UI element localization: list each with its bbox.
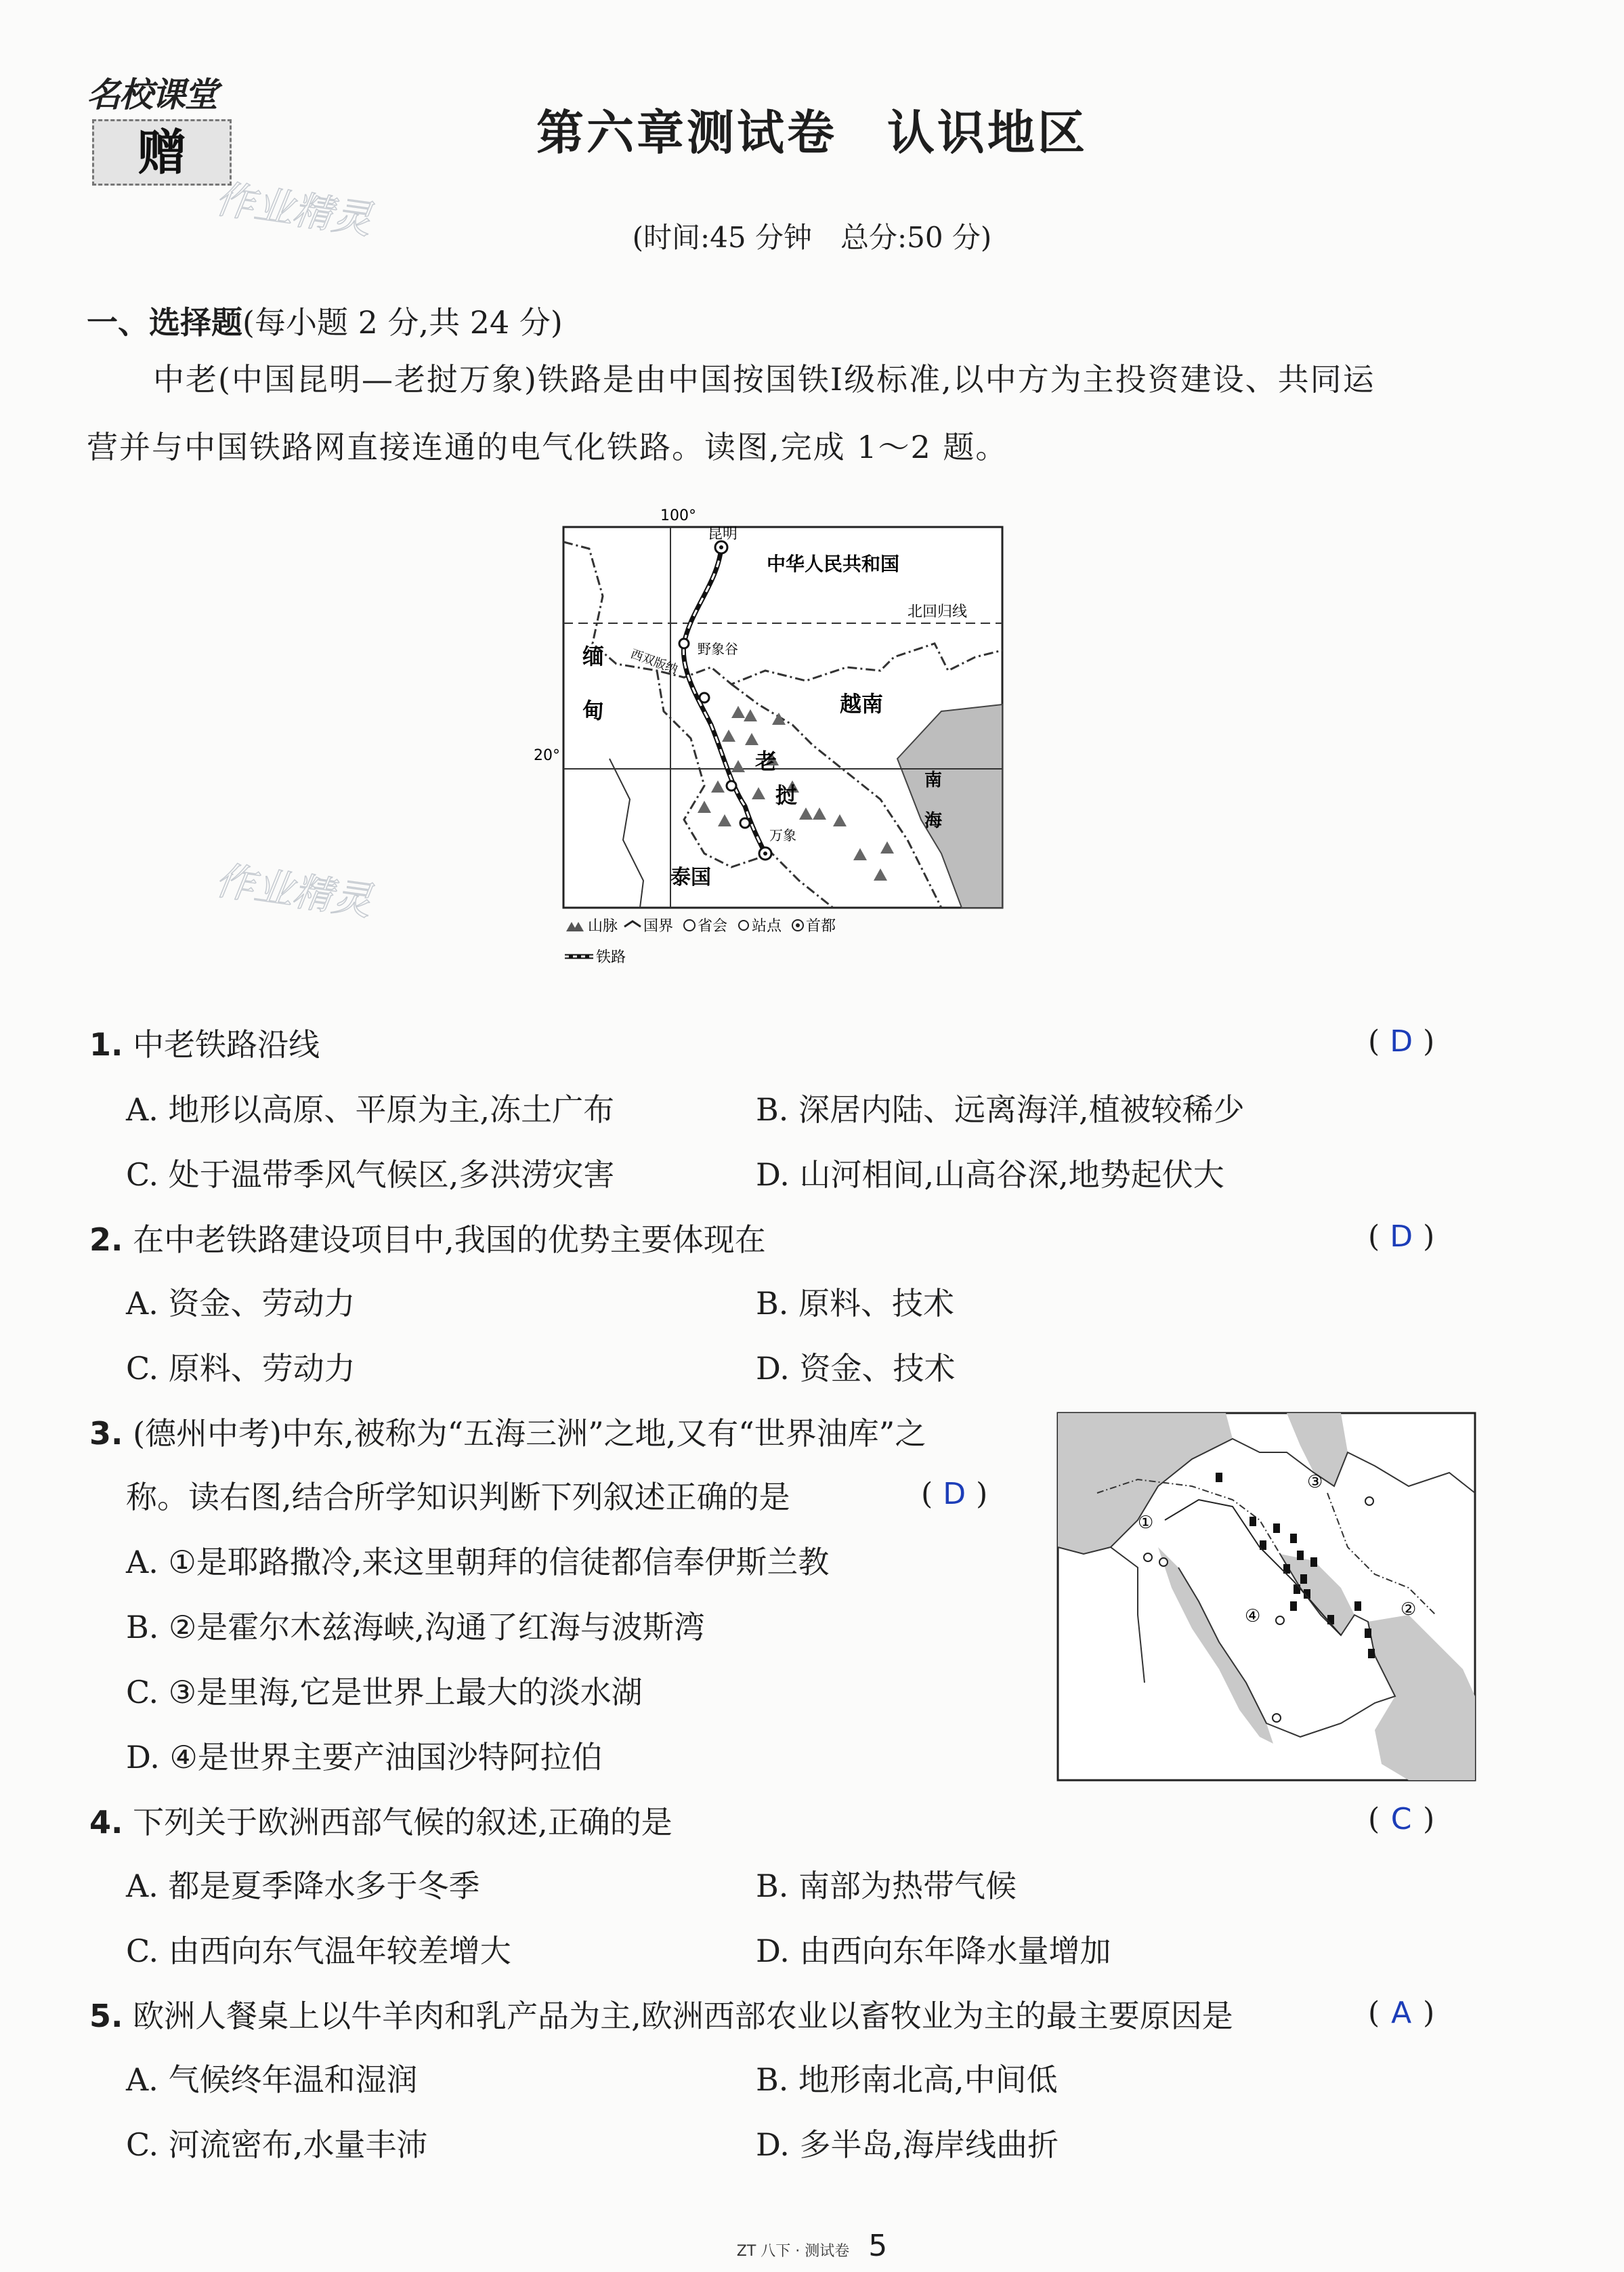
marker-1: ① xyxy=(1138,1513,1154,1533)
legend-border-icon xyxy=(624,921,641,927)
option-1d: D. 山河相间,山高谷深,地势起伏大 xyxy=(756,1156,1224,1193)
option-5c: C. 河流密布,水量丰沛 xyxy=(126,2126,428,2163)
intro-line-2: 营并与中国铁路网直接连通的电气化铁路。读图,完成 1～2 题。 xyxy=(87,429,1008,465)
legend-capital-prov: 省会 xyxy=(698,918,728,935)
question-5 xyxy=(89,1996,1233,2036)
label-laos-2: 挝 xyxy=(775,782,798,808)
option-3a: A. ①是耶路撒冷,来这里朝拜的信徒都信奉伊斯兰教 xyxy=(126,1544,830,1580)
page-title: 第六章测试卷 认识地区 xyxy=(536,105,1088,161)
paren-open: ( xyxy=(1368,1219,1380,1254)
answer-letter: D xyxy=(943,1477,966,1511)
paren-open: ( xyxy=(921,1477,933,1511)
legend-mountain: 山脉 xyxy=(588,918,618,935)
option-1b: B. 深居内陆、远离海洋,植被较稀少 xyxy=(756,1091,1245,1128)
question-number: 3. xyxy=(89,1415,123,1452)
question-2 xyxy=(89,1219,766,1260)
option-4d: D. 由西向东年降水量增加 xyxy=(756,1933,1111,1969)
option-3b: B. ②是霍尔木兹海峡,沟通了红海与波斯湾 xyxy=(126,1609,705,1645)
watermark: 作业精灵 xyxy=(212,857,375,925)
longitude-label: 100° xyxy=(660,507,696,524)
paren-open: ( xyxy=(1368,1802,1380,1836)
label-sea-1: 南 xyxy=(924,770,943,791)
paren-open: ( xyxy=(1368,1996,1380,2030)
legend-railway: 铁路 xyxy=(596,949,626,966)
paren-close: ) xyxy=(1423,1802,1435,1836)
label-china: 中华人民共和国 xyxy=(767,553,900,575)
page-number: 5 xyxy=(868,2229,888,2263)
page-footer xyxy=(0,2229,1624,2263)
option-2d: D. 资金、技术 xyxy=(756,1350,956,1387)
label-myanmar-2: 甸 xyxy=(582,698,605,723)
answer-4 xyxy=(1368,1802,1434,1836)
station xyxy=(700,693,709,702)
exam-info: (时间:45 分钟 总分:50 分) xyxy=(632,221,992,254)
option-2c: C. 原料、劳动力 xyxy=(126,1350,356,1387)
paren-close: ) xyxy=(976,1477,988,1511)
question-3-line-2: 称。读右图,结合所学知识判断下列叙述正确的是 xyxy=(126,1479,790,1515)
label-tropic: 北回归线 xyxy=(907,604,968,620)
label-thailand: 泰国 xyxy=(670,866,711,889)
section-note: (每小题 2 分,共 24 分) xyxy=(242,304,563,341)
legend-capital-dot xyxy=(796,923,800,927)
watermark: 作业精灵 xyxy=(212,175,375,243)
legend-station: 站点 xyxy=(752,918,782,935)
map-legend xyxy=(565,918,836,966)
answer-1 xyxy=(1368,1024,1434,1059)
option-4a: A. 都是夏季降水多于冬季 xyxy=(126,1868,480,1904)
paren-close: ) xyxy=(1423,1024,1435,1059)
label-sea-2: 海 xyxy=(924,811,943,831)
answer-letter: D xyxy=(1390,1024,1413,1059)
legend-border: 国界 xyxy=(643,918,674,935)
vientiane-dot xyxy=(763,851,767,856)
marker-2: ② xyxy=(1401,1599,1417,1620)
answer-5 xyxy=(1368,1996,1434,2030)
section-heading xyxy=(87,298,563,343)
question-stem: 在中老铁路建设项目中,我国的优势主要体现在 xyxy=(133,1221,766,1258)
section-label: 一、选择题 xyxy=(87,304,242,341)
paren-close: ) xyxy=(1423,1219,1435,1254)
question-number: 4. xyxy=(89,1804,123,1840)
question-stem: 中老铁路沿线 xyxy=(133,1026,320,1063)
label-laos-1: 老 xyxy=(755,749,777,774)
label-vientiane: 万象 xyxy=(769,827,796,843)
station xyxy=(727,781,736,791)
question-4 xyxy=(89,1802,672,1843)
middle-east-map xyxy=(1056,1412,1476,1782)
question-3 xyxy=(89,1413,926,1454)
marker-3: ③ xyxy=(1307,1472,1323,1492)
gift-badge: 赠 xyxy=(92,119,232,186)
label-myanmar-1: 缅 xyxy=(582,644,605,669)
legend-capital: 首都 xyxy=(806,918,836,935)
question-number: 1. xyxy=(89,1026,123,1063)
legend-station-icon xyxy=(739,921,748,930)
marker-4: ④ xyxy=(1245,1606,1261,1626)
question-stem: 下列关于欧洲西部气候的叙述,正确的是 xyxy=(133,1804,672,1840)
option-1a: A. 地形以高原、平原为主,冻土广布 xyxy=(126,1091,615,1128)
option-2b: B. 原料、技术 xyxy=(756,1285,955,1322)
option-1c: C. 处于温带季风气候区,多洪涝灾害 xyxy=(126,1156,615,1193)
option-3c: C. ③是里海,它是世界上最大的淡水湖 xyxy=(126,1674,643,1710)
option-3d: D. ④是世界主要产油国沙特阿拉伯 xyxy=(126,1739,603,1775)
footer-code: ZT 八下 · 测试卷 xyxy=(736,2243,850,2260)
option-5b: B. 地形南北高,中间低 xyxy=(756,2061,1058,2098)
legend-capital-prov-icon xyxy=(684,920,695,931)
question-number: 5. xyxy=(89,1998,123,2034)
answer-letter: D xyxy=(1390,1219,1413,1254)
answer-2 xyxy=(1368,1219,1434,1254)
question-stem: 欧洲人餐桌上以牛羊肉和乳产品为主,欧洲西部农业以畜牧业为主的最主要原因是 xyxy=(133,1998,1233,2034)
label-vietnam: 越南 xyxy=(840,691,884,717)
kunming-dot xyxy=(719,545,723,549)
option-4c: C. 由西向东气温年较差增大 xyxy=(126,1933,511,1969)
option-4b: B. 南部为热带气候 xyxy=(756,1868,1017,1904)
answer-letter: C xyxy=(1390,1802,1412,1836)
legend-mountain-icon xyxy=(566,922,584,931)
answer-letter: A xyxy=(1391,1996,1412,2030)
option-5a: A. 气候终年温和湿润 xyxy=(126,2061,418,2098)
paren-open: ( xyxy=(1368,1024,1380,1059)
label-kunming: 昆明 xyxy=(708,526,738,543)
station xyxy=(740,818,750,828)
question-number: 2. xyxy=(89,1221,123,1258)
question-stem-line-1: (德州中考)中东,被称为“五海三洲”之地,又有“世界油库”之 xyxy=(133,1415,926,1452)
label-xishuangbanna: 西双版纳 xyxy=(628,646,680,677)
option-2a: A. 资金、劳动力 xyxy=(126,1285,356,1322)
logo-text: 名校课堂 xyxy=(87,75,217,114)
paren-close: ) xyxy=(1423,1996,1435,2030)
china-laos-railway-map xyxy=(528,501,1043,989)
question-1 xyxy=(89,1024,320,1065)
answer-3 xyxy=(921,1477,987,1511)
latitude-label: 20° xyxy=(534,747,560,764)
yexianggu-station xyxy=(679,639,689,648)
option-5d: D. 多半岛,海岸线曲折 xyxy=(756,2126,1059,2163)
label-yexianggu: 野象谷 xyxy=(698,641,738,657)
intro-line-1: 中老(中国昆明—老挝万象)铁路是由中国按国铁Ⅰ级标准,以中方为主投资建设、共同运 xyxy=(153,361,1375,398)
